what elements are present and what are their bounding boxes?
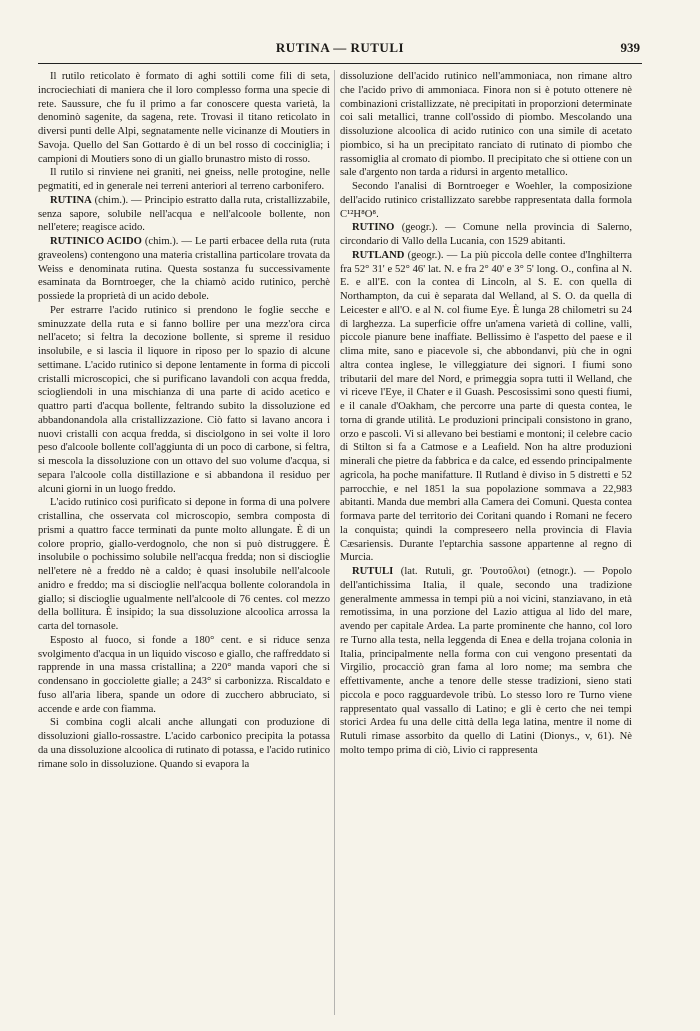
paragraph-text: Per estrarre l'acido rutinico si prendono le foglie secche e sminuzzate della ruta e si fanno bollire per una mezz'ora circa nell'aceto; si feltra la decozione bollente, si spreme il residuo insolubile, e si lascia il liquore in riposo per lo spazio di alcune settimane. L'acido rutinico si depone lentamente in forma di piccoli cristalli microscopici, che si purificano lavandoli con acqua fredda, sciogliendoli in una mischianza di una parte di acido acetico e quattro parti d'acqua bollente, feltrando subito la dissoluzione ed abbandonandola alla cristallizzazione. Ciò fatto si lavano ancora i nuovi cristalli con acqua fredda, si disciolgono in sei volte il loro peso d'alcoole bollente coll'aggiunta di un poco di carbone, si feltra, si mescola la dissoluzione con un ottavo del suo volume d'acqua, si separa l'alcoole colla distillazione e si abbandona il residuo per alcuni giorni in un luogo freddo. bbox=[38, 304, 330, 495]
running-title: RUTINA — RUTULI bbox=[275, 40, 405, 55]
paragraph-text: (chim.). — Le parti erbacee della ruta (ruta graveolens) contengono una materia cristallina particolare trovata da Weiss e denominata rutina. Questa sostanza fu successivamente esaminata da Borntroeger, che la chiamò acido rutinico, perchè possiede la proprietà di un acido debole. bbox=[38, 236, 330, 302]
paragraph bbox=[38, 634, 330, 717]
paragraph-text: dissoluzione dell'acido rutinico nell'ammoniaca, non rimane altro che l'acido privo di ammoniaca. Finora non si è potuto ottenere nè combinazioni cristallizzate, nè precipitati in proporzioni determinate coi sali metallici, tranne coll'ossido di piombo. Mescolando una dissoluzione alcoolica di acido rutinico con una simile di acetato piombico, si ha un precipitato ranciato di rutinato di piombo che rassomiglia al cromato di piombo. Il precipitato che si ottiene con un sale d'argento non tarda a ridursi in argento metallico. bbox=[340, 71, 632, 179]
paragraph bbox=[340, 249, 632, 565]
entry-headword: RUTULI bbox=[352, 566, 394, 577]
page-header bbox=[40, 40, 640, 60]
paragraph bbox=[38, 194, 330, 235]
paragraph-text: (geogr.). — La più piccola delle contee d'Inghilterra fra 52° 31' e 52° 46' lat. N. e fra 2° 40' e 3° 5' long. O., confina al N. E. e all'E. con la contea di Lincoln, al S. E. con quella di Northampton, da cui è separata dal Welland, al S. O. da quella di Leicester e all'O. e al N. col fiume Eye. È lunga 28 chilometri su 24 di larghezza. La superficie offre un'amena varietà di colline, valli, piccole pianure bene inaffiate. Bellissimo è l'aspetto del paese e il clima mite, sano e piacevole si, che abbondanvi, più che in ogni altra contea inglese, le villeggiature dei signori. I fiumi sono tributarii del mare del Nord, e primeggia sopra tutti il Welland, che vi riceve l'Eye, il Chater e il Guash. Pescosissimi sono questi fiumi, e il canale d'Oakham, che percorre una parte di questa contea, le torna di grande utilità. Le produzioni principali consistono in grano, orzo e pascoli. Vi si allevano bei bestiami e montoni; il celebre cacio di Stilton si fa a Catmose e a Leafield. Non ha altre produzioni minerali che pietre da fabbrica e da calce, ed essendo principalmente agricola, ha poche manifatture. Il Rutland è diviso in 5 distretti e 52 parrocchie, e nel 1851 la sua popolazione sommava a 22,983 abitanti. Manda due membri alla Camera dei Comuni. Questa contea formava parte del territorio dei Coritani quando i Romani ne fecero la conquista; quindi la compreseero nella provincia di Flavia Cæsariensis. Durante l'eptarchia sassone appartenne al regno di Murcia. bbox=[340, 249, 632, 564]
page-number: 939 bbox=[620, 40, 640, 55]
paragraph bbox=[340, 221, 632, 249]
paragraph bbox=[38, 716, 330, 771]
entry-headword: RUTLAND bbox=[352, 249, 405, 261]
entry-headword: RUTINO bbox=[352, 222, 395, 234]
paragraph bbox=[38, 235, 330, 304]
paragraph-text: (geogr.). — Comune nella provincia di Salerno, circondario di Vallo della Lucania, con 1529 abitanti. bbox=[340, 222, 632, 247]
paragraph-text: Secondo l'analisi di Borntroeger e Woehler, la composizione dell'acido rutinico cristallizzato sarebbe rappresentata dalla formola C¹²H⁸O⁸. bbox=[340, 181, 632, 220]
left-column bbox=[38, 70, 330, 1020]
paragraph-text: (lat. Rutuli, gr. Ῥουτοῦλοι) (etnogr.). — Popolo dell'antichissima Italia, il quale, secondo una tradizione generalmente ammessa in tempi più a noi vicini, stanziavano, in età remotissima, in una porzione del Lazio attigua al lido del mare, avendo per capitale Ardea. La parte prominente che hanno, col loro re Turno alla testa, nella leggenda di Enea e della trojana colonia in Italia, principalmente nella forma con cui vengono presentati da Virgilio, procacciò gran fama al loro nome; ma sembra che effettivamente, anche a tenore delle stesse tradizioni, sieno stati piccola e poco ragguardevole tribù. Lo stesso loro re Turno viene rappresentato qual vassallo di Latino; e gli è certo che nei tempi storici Ardea fu una delle città della lega latina, mentre il nome di Rutuli rimase assorbito da quello di Latini (Dionys., v, 61). Nè molto tempo prima di ciò, Livio ci rappresenta bbox=[340, 566, 632, 756]
entry-headword: RUTINA bbox=[50, 194, 92, 206]
header-rule bbox=[38, 63, 642, 64]
paragraph bbox=[340, 180, 632, 221]
paragraph bbox=[38, 70, 330, 166]
paragraph bbox=[38, 304, 330, 497]
paragraph-text: Il rutilo si rinviene nei graniti, nei gneiss, nelle protogine, nelle pegmatiti, ed in generale nei terreni anteriori al terreno carbonifero. bbox=[38, 167, 330, 192]
paragraph-text: Si combina cogli alcali anche allungati con produzione di dissoluzioni giallo-rossastre. L'acido carbonico precipita la potassa da una dissoluzione alcoolica di rutinato di potassa, e l'acido rutinico rimane solo in dissoluzione. Quando si evapora la bbox=[38, 717, 330, 770]
paragraph bbox=[340, 565, 632, 758]
paragraph-text: Il rutilo reticolato è formato di aghi sottili come fili di seta, incrociechiati di maniera che il loro complesso forma una specie di rete. Saussure, che fu il primo a far conoscere questa varietà, la denominò sagenite, da sagena, rete. Trovasi il titano reticolato in diversi punti delle Alpi, segnatamente nelle vicinanze di Moutiers in Savoja. Quello del San Gottardo è di un bel rosso di cocciniglia; i campioni di Moutiers sono di un giallo brunastro misto di rosso. bbox=[38, 71, 330, 165]
paragraph bbox=[340, 70, 632, 180]
column-divider bbox=[334, 70, 335, 1015]
paragraph-text: L'acido rutinico così purificato si depone in forma di una polvere cristallina, che osservata col microscopio, sembra composta di prismi a quattro facce terminati da punte molto allungate. È di un colore proprio, giallo-verdognolo, che non si può distruggere. È insolubile o pochissimo solubile nell'acqua fredda; non si discioglie nell'etere nè a freddo nè a caldo; è quasi insolubile nell'alcoole anidro e freddo; ma si discioglie nell'acqua bollente colorandola in giallo; si discioglie ugualmente nell'alcoole di 76 centes. col mezzo della bollitura. È insipido; la sua dissoluzione alcoolica arrossa la carta del tornasole. bbox=[38, 497, 330, 632]
paragraph bbox=[38, 496, 330, 634]
entry-headword: RUTINICO ACIDO bbox=[50, 236, 142, 247]
paragraph-text: (chim.). — Principio estratto dalla ruta, cristallizzabile, senza sapore, solubile nell'acqua e nell'alcoole bollente, non nell'etere; reagisce acido. bbox=[38, 194, 330, 234]
paragraph-text: Esposto al fuoco, si fonde a 180° cent. e si riduce senza svolgimento d'acqua in un liquido viscoso e giallo, che raffreddato si rapprende in una massa cristallina; a 220° manda vapori che si condensano in gocciolette gialle; a 243° si carbonizza. Riscaldato e fuso all'aria libera, spande un odore di zucchero abbruciato, si accende e arde con fiamma. bbox=[38, 634, 330, 715]
right-column bbox=[340, 70, 632, 1020]
paragraph bbox=[38, 166, 330, 194]
